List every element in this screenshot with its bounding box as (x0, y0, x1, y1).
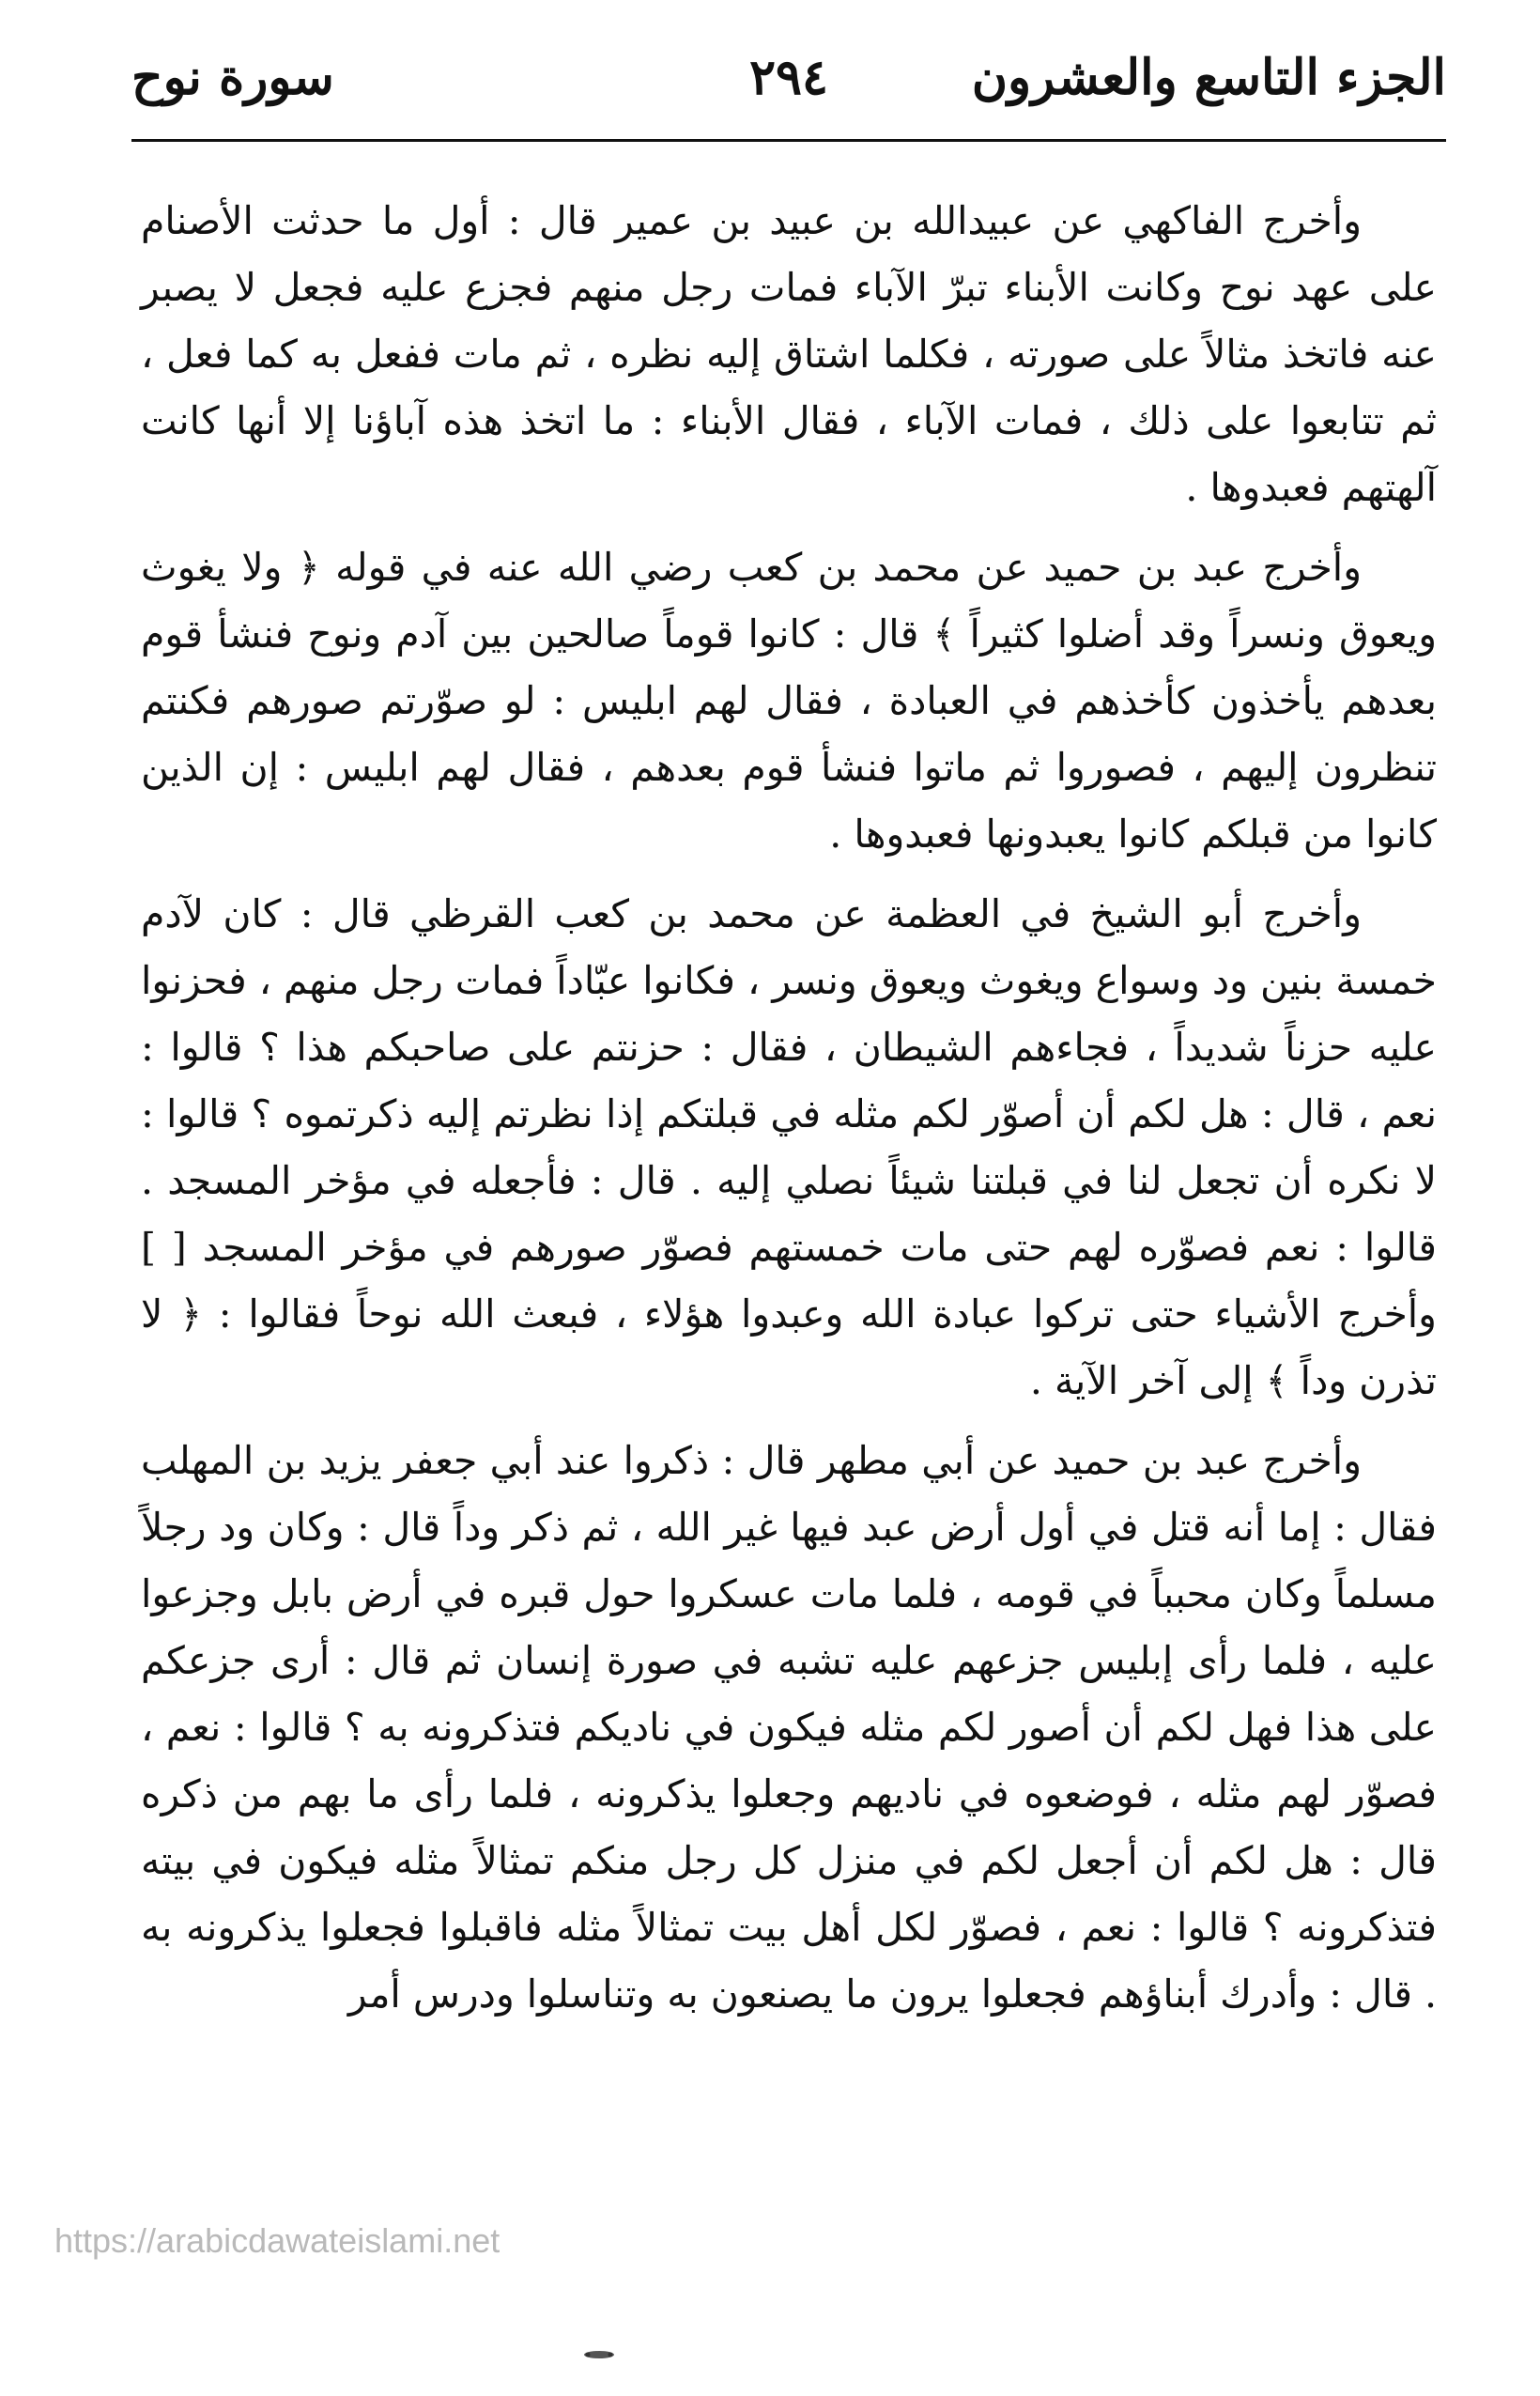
part-label: الجزء التاسع والعشرون (971, 49, 1446, 106)
paragraph: وأخرج عبد بن حميد عن أبي مطهر قال : ذكروا عند أبي جعفر يزيد بن المهلب فقال : إما أنه قتل في أول أرض عبد فيها غير الله ، ثم ذكر وداً قال : وكان ود رجلاً مسلماً وكان محبباً في قومه ، فلما مات عسكروا حول قبره في أرض بابل وجزعوا عليه ، فلما رأى إبليس جزعهم عليه تشبه في صورة إنسان ثم قال : أرى جزعكم على هذا فهل لكم أن أصور لكم مثله فيكون في ناديكم فتذكرونه به ؟ قالوا : نعم ، فصوّر لهم مثله ، فوضعوه في ناديهم وجعلوا يذكرونه ، فلما رأى ما بهم من ذكره قال : هل لكم أن أجعل لكم في منزل كل رجل منكم تمثالاً مثله فيكون في بيته فتذكرونه ؟ قالوا : نعم ، فصوّر لكل أهل بيت تمثالاً مثله فاقبلوا فجعلوا يذكرونه به . قال : وأدرك أبناؤهم فجعلوا يرون ما يصنعون به وتناسلوا ودرس أمر (141, 1438, 1437, 2017)
paragraph: وأخرج عبد بن حميد عن محمد بن كعب رضي الله عنه في قوله ﴿ ولا يغوث ويعوق ونسراً وقد أضلوا كثيراً ﴾ قال : كانوا قوماً صالحين بين آدم ونوح فنشأ قوم بعدهم يأخذون كأخذهم في العبادة ، فقال لهم ابليس : لو صوّرتم صورهم فكنتم تنظرون إليهم ، فصوروا ثم ماتوا فنشأ قوم بعدهم ، فقال لهم ابليس : إن الذين كانوا من قبلكم كانوا يعبدونها فعبدوها . (141, 545, 1437, 857)
paragraph: وأخرج أبو الشيخ في العظمة عن محمد بن كعب القرظي قال : كان لآدم خمسة بنين ود وسواع ويغوث ويعوق ونسر ، فكانوا عبّاداً فمات رجل منهم ، فحزنوا عليه حزناً شديداً ، فجاءهم الشيطان ، فقال : حزنتم على صاحبكم هذا ؟ قالوا : نعم ، قال : هل لكم أن أصوّر لكم مثله في قبلتكم إذا نظرتم إليه ذكرتموه ؟ قالوا : لا نكره أن تجعل لنا في قبلتنا شيئاً نصلي إليه . قال : فأجعله في مؤخر المسجد . قالوا : نعم فصوّره لهم حتى مات خمستهم فصوّر صورهم في مؤخر المسجد [ ] وأخرج الأشياء حتى تركوا عبادة الله وعبدوا هؤلاء ، فبعث الله نوحاً فقالوا : ﴿ لا تذرن وداً ﴾ إلى آخر الآية . (141, 891, 1437, 1403)
main-text (141, 188, 1437, 2041)
paragraph: وأخرج الفاكهي عن عبيدالله بن عبيد بن عمير قال : أول ما حدثت الأصنام على عهد نوح وكانت الأبناء تبرّ الآباء فمات رجل منهم فجزع عليه فجعل لا يصبر عنه فاتخذ مثالاً على صورته ، فكلما اشتاق إليه نظره ، ثم مات ففعل به كما فعل ، ثم تتابعوا على ذلك ، فمات الآباء ، فقال الأبناء : ما اتخذ هذه آباؤنا إلا أنها كانت آلهتهم فعبدوها . (141, 198, 1437, 510)
scan-ornament-icon (582, 2348, 616, 2361)
page-number: ٢٩٤ (749, 49, 828, 106)
watermark-url: https://arabicdawateislami.net (54, 2221, 500, 2260)
page-header (131, 45, 1446, 111)
header-divider (131, 139, 1446, 142)
surah-label: سورة نوح (131, 49, 334, 106)
